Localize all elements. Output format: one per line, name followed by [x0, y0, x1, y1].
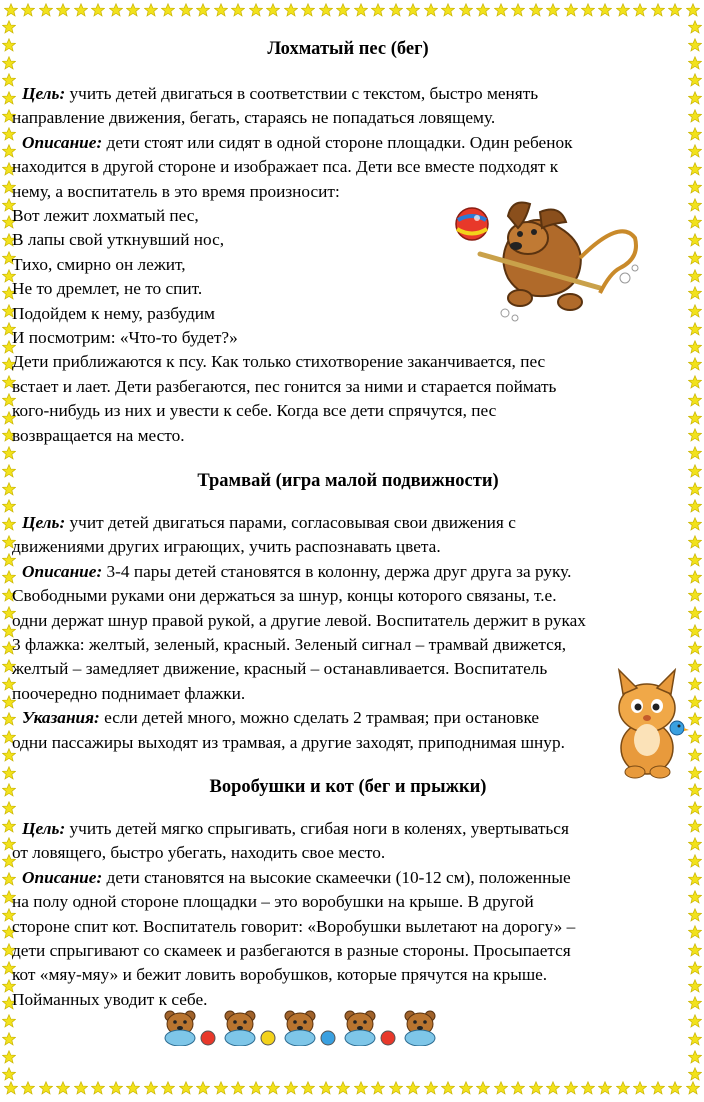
star-icon — [688, 588, 702, 602]
star-icon — [39, 1081, 53, 1095]
star-icon — [688, 925, 702, 939]
text-line — [12, 302, 215, 326]
star-icon — [688, 1032, 702, 1046]
star-icon — [459, 1081, 473, 1095]
paragraph-text: если детей много, можно сделать 2 трамвая; при остановке — [99, 708, 540, 728]
star-icon — [688, 20, 702, 34]
star-icon — [688, 1067, 702, 1081]
paragraph-text: Пойманных уводит к себе. — [12, 989, 208, 1009]
paragraph-text: нему, а воспитатель в это время произносит: — [12, 181, 340, 201]
star-icon — [686, 3, 700, 17]
paragraph-text: на полу одной стороне площадки – это воробушки на крыше. В другой — [12, 892, 534, 912]
section-title-tram: Трамвай (игра малой подвижности) — [197, 471, 499, 491]
star-icon — [688, 127, 702, 141]
star-icon — [688, 144, 702, 158]
star-icon — [2, 1067, 16, 1081]
paragraph-text: поочередно поднимает флажки. — [12, 683, 246, 703]
text-line — [12, 204, 199, 228]
star-icon — [231, 1081, 245, 1095]
star-icon — [581, 1081, 595, 1095]
star-icon — [688, 286, 702, 300]
star-icon — [688, 357, 702, 371]
text-line — [12, 609, 586, 633]
dog-with-ball-illustration — [450, 198, 648, 328]
star-icon — [336, 3, 350, 17]
star-icon — [161, 1081, 175, 1095]
bear-icon — [285, 1011, 315, 1046]
text-line — [12, 657, 547, 681]
star-icon — [196, 1081, 210, 1095]
paragraph-text: 3-4 пары детей становятся в колонну, держа друг друга за руку. — [102, 561, 572, 581]
star-icon — [688, 783, 702, 797]
star-icon — [688, 801, 702, 815]
star-icon — [406, 1081, 420, 1095]
star-icon — [249, 1081, 263, 1095]
star-icon — [688, 641, 702, 655]
paragraph-text: Вот лежит лохматый пес, — [12, 206, 199, 225]
paragraph-text: одни держат шнур правой рукой, а другие левой. Воспитатель держит в руках — [12, 610, 586, 630]
star-icon — [354, 3, 368, 17]
star-icon — [231, 3, 245, 17]
star-icon — [529, 1081, 543, 1095]
star-icon — [688, 606, 702, 620]
bear-icon — [345, 1011, 375, 1046]
star-icon — [598, 1081, 612, 1095]
star-icon — [424, 3, 438, 17]
star-icon — [688, 446, 702, 460]
paragraph-label: Описание: — [22, 132, 103, 152]
star-icon — [214, 1081, 228, 1095]
star-icon — [91, 1081, 105, 1095]
star-icon — [441, 1081, 455, 1095]
paragraph-text: В лапы свой уткнувший нос, — [12, 230, 225, 250]
paragraph-text: учит детей двигаться парами, согласовывая свои движения с — [65, 513, 516, 532]
star-icon — [441, 3, 455, 17]
star-icon — [688, 251, 702, 265]
star-icon — [494, 1081, 508, 1095]
paragraph-label: Цель: — [22, 84, 66, 103]
star-icon — [249, 3, 263, 17]
star-icon — [688, 464, 702, 478]
bottom-star-border — [0, 1081, 704, 1099]
paragraph-text: Тихо, смирно он лежит, — [12, 254, 186, 274]
star-icon — [688, 375, 702, 389]
text-line — [12, 915, 575, 939]
star-icon — [126, 3, 140, 17]
star-icon — [668, 1081, 682, 1095]
paragraph-text: учить детей двигаться в соответствии с текстом, быстро менять — [65, 84, 539, 103]
star-icon — [319, 1081, 333, 1095]
section-title-sparrows-cat: Воробушки и кот (бег и прыжки) — [209, 777, 487, 797]
star-icon — [511, 1081, 525, 1095]
star-icon — [301, 1081, 315, 1095]
star-icon — [688, 979, 702, 993]
text-line — [12, 866, 571, 890]
star-icon — [688, 73, 702, 87]
star-icon — [109, 1081, 123, 1095]
paragraph-text: кого-нибудь из них и увести к себе. Когда все дети спрячутся, пес — [12, 401, 497, 421]
star-icon — [564, 1081, 578, 1095]
text-line — [12, 706, 539, 730]
text-line — [12, 584, 557, 608]
text-line — [12, 963, 547, 987]
star-icon — [2, 446, 16, 460]
star-icon — [109, 3, 123, 17]
star-icon — [179, 1081, 193, 1095]
star-icon — [214, 3, 228, 17]
ball-icon — [261, 1031, 275, 1045]
text-line — [12, 731, 565, 755]
star-icon — [651, 1081, 665, 1095]
paragraph-text: движениями других играющих, учить распознавать цвета. — [12, 537, 441, 557]
star-icon — [529, 3, 543, 17]
text-line — [12, 155, 558, 179]
text-line — [12, 682, 245, 706]
star-icon — [564, 3, 578, 17]
star-icon — [2, 1032, 16, 1046]
star-icon — [91, 3, 105, 17]
star-icon — [688, 553, 702, 567]
star-icon — [56, 3, 70, 17]
star-icon — [581, 3, 595, 17]
star-icon — [688, 1014, 702, 1028]
star-icon — [688, 91, 702, 105]
paragraph-text: дети спрыгивают со скамеек и разбегаются в разные стороны. Просыпается — [12, 941, 571, 960]
star-icon — [476, 3, 490, 17]
star-icon — [688, 1050, 702, 1064]
star-icon — [2, 801, 16, 815]
star-icon — [4, 1081, 18, 1095]
star-icon — [354, 1081, 368, 1095]
bear-icon — [165, 1011, 195, 1046]
star-icon — [21, 3, 35, 17]
star-icon — [301, 3, 315, 17]
text-line — [12, 424, 185, 448]
star-icon — [319, 3, 333, 17]
ball-icon — [381, 1031, 395, 1045]
star-icon — [389, 3, 403, 17]
paragraph-label: Цель: — [22, 513, 66, 532]
paragraph-text: Дети приближаются к псу. Как только стихотворение заканчивается, пес — [12, 352, 546, 372]
paragraph-text: Подойдем к нему, разбудим — [12, 303, 215, 323]
text-line — [12, 535, 441, 559]
star-icon — [494, 3, 508, 17]
paragraph-text: от ловящего, быстро убегать, находить свое место. — [12, 843, 386, 863]
star-icon — [688, 269, 702, 283]
paragraph-text: находится в другой стороне и изображает пса. Дети все вместе подходят к — [12, 157, 559, 177]
paragraph-label: Описание: — [22, 867, 103, 887]
star-icon — [21, 1081, 35, 1095]
star-icon — [688, 748, 702, 762]
star-icon — [2, 1050, 16, 1064]
star-icon — [688, 517, 702, 531]
star-icon — [179, 3, 193, 17]
paragraph-text: дети становятся на высокие скамеечки (10-12 см), положенные — [102, 867, 571, 887]
text-line — [12, 180, 340, 204]
star-icon — [424, 1081, 438, 1095]
star-icon — [688, 677, 702, 691]
bear-icon — [225, 1011, 255, 1046]
star-icon — [688, 730, 702, 744]
paragraph-text: желтый – замедляет движение, красный – останавливается. Воспитатель — [12, 659, 548, 679]
text-line — [12, 253, 186, 277]
star-icon — [688, 340, 702, 354]
paragraph-text: Не то дремлет, не то спит. — [12, 279, 203, 299]
star-icon — [688, 837, 702, 851]
paragraph-text: встает и лает. Дети разбегаются, пес гонится за ними и старается поймать — [12, 376, 557, 396]
ball-icon — [321, 1031, 335, 1045]
star-icon — [688, 482, 702, 496]
section-title-shaggy-dog: Лохматый пес (бег) — [267, 39, 429, 59]
text-line — [12, 560, 571, 584]
star-icon — [74, 1081, 88, 1095]
paragraph-text: И посмотрим: «Что-то будет?» — [12, 328, 238, 347]
text-line — [12, 511, 516, 535]
paragraph-text: возвращается на место. — [12, 425, 185, 445]
star-icon — [371, 3, 385, 17]
paragraph-text: учить детей мягко спрыгивать, сгибая ноги в коленях, увертываться — [65, 819, 569, 838]
text-line — [12, 399, 496, 423]
text-line — [12, 277, 202, 301]
text-line — [12, 939, 571, 963]
paragraph-label: Цель: — [22, 819, 66, 838]
star-icon — [688, 233, 702, 247]
text-line — [12, 106, 495, 130]
paragraph-text: стороне спит кот. Воспитатель говорит: «Воробушки вылетают на дорогу» – — [12, 916, 576, 936]
star-icon — [196, 3, 210, 17]
star-icon — [688, 304, 702, 318]
star-icon — [688, 109, 702, 123]
star-icon — [406, 3, 420, 17]
paragraph-text: 3 флажка: желтый, зеленый, красный. Зеленый сигнал – трамвай движется, — [12, 635, 567, 654]
star-icon — [688, 499, 702, 513]
kitten-with-bird-illustration — [605, 668, 690, 780]
paragraph-label: Описание: — [22, 561, 103, 581]
star-icon — [668, 3, 682, 17]
star-icon — [688, 393, 702, 407]
text-line — [12, 890, 534, 914]
star-icon — [688, 624, 702, 638]
star-icon — [688, 570, 702, 584]
star-icon — [336, 1081, 350, 1095]
star-icon — [688, 712, 702, 726]
star-icon — [56, 1081, 70, 1095]
star-icon — [459, 3, 473, 17]
text-line — [12, 375, 556, 399]
star-icon — [688, 198, 702, 212]
star-icon — [2, 20, 16, 34]
star-icon — [688, 961, 702, 975]
star-icon — [2, 1014, 16, 1028]
star-icon — [686, 1081, 700, 1095]
text-line — [12, 841, 385, 865]
text-line — [12, 131, 573, 155]
star-icon — [389, 1081, 403, 1095]
ball-icon — [201, 1031, 215, 1045]
star-icon — [688, 766, 702, 780]
text-line — [12, 350, 545, 374]
star-icon — [688, 943, 702, 957]
star-icon — [688, 535, 702, 549]
text-line — [12, 633, 566, 657]
star-icon — [633, 3, 647, 17]
paragraph-text: направление движения, бегать, стараясь не попадаться ловящему. — [12, 108, 496, 128]
star-icon — [546, 3, 560, 17]
paragraph-text: Свободными руками они держаться за шнур, концы которого связаны, т.е. — [12, 586, 557, 606]
star-icon — [688, 695, 702, 709]
star-icon — [511, 3, 525, 17]
star-icon — [688, 428, 702, 442]
star-icon — [161, 3, 175, 17]
text-line — [12, 817, 569, 841]
paragraph-text: одни пассажиры выходят из трамвая, а другие заходят, приподнимая шнур. — [12, 732, 565, 752]
star-icon — [546, 1081, 560, 1095]
star-icon — [284, 3, 298, 17]
star-icon — [4, 3, 18, 17]
star-icon — [371, 1081, 385, 1095]
star-icon — [74, 3, 88, 17]
bears-and-balls-decoration — [160, 1008, 465, 1046]
star-icon — [688, 38, 702, 52]
star-icon — [39, 3, 53, 17]
paragraph-label: Указания: — [22, 708, 100, 728]
paragraph-text: дети стоят или сидят в одной стороне площадки. Один ребенок — [102, 132, 573, 152]
star-icon — [598, 3, 612, 17]
star-icon — [688, 322, 702, 336]
star-icon — [688, 996, 702, 1010]
text-line — [12, 82, 538, 106]
right-star-border — [686, 20, 704, 1082]
star-icon — [688, 56, 702, 70]
star-icon — [266, 3, 280, 17]
star-icon — [144, 3, 158, 17]
star-icon — [633, 1081, 647, 1095]
bear-icon — [405, 1011, 435, 1046]
paragraph-text: кот «мяу-мяу» и бежит ловить воробушков, которые прячутся на крыше. — [12, 965, 548, 985]
star-icon — [688, 819, 702, 833]
star-icon — [688, 890, 702, 904]
star-icon — [284, 1081, 298, 1095]
star-icon — [144, 1081, 158, 1095]
star-icon — [688, 659, 702, 673]
star-icon — [688, 162, 702, 176]
star-icon — [688, 908, 702, 922]
star-icon — [688, 411, 702, 425]
star-icon — [126, 1081, 140, 1095]
text-line — [12, 326, 238, 350]
text-line — [12, 228, 224, 252]
top-star-border — [0, 3, 704, 21]
star-icon — [616, 3, 630, 17]
star-icon — [651, 3, 665, 17]
star-icon — [688, 215, 702, 229]
star-icon — [688, 180, 702, 194]
star-icon — [688, 854, 702, 868]
star-icon — [266, 1081, 280, 1095]
star-icon — [688, 872, 702, 886]
star-icon — [476, 1081, 490, 1095]
star-icon — [616, 1081, 630, 1095]
